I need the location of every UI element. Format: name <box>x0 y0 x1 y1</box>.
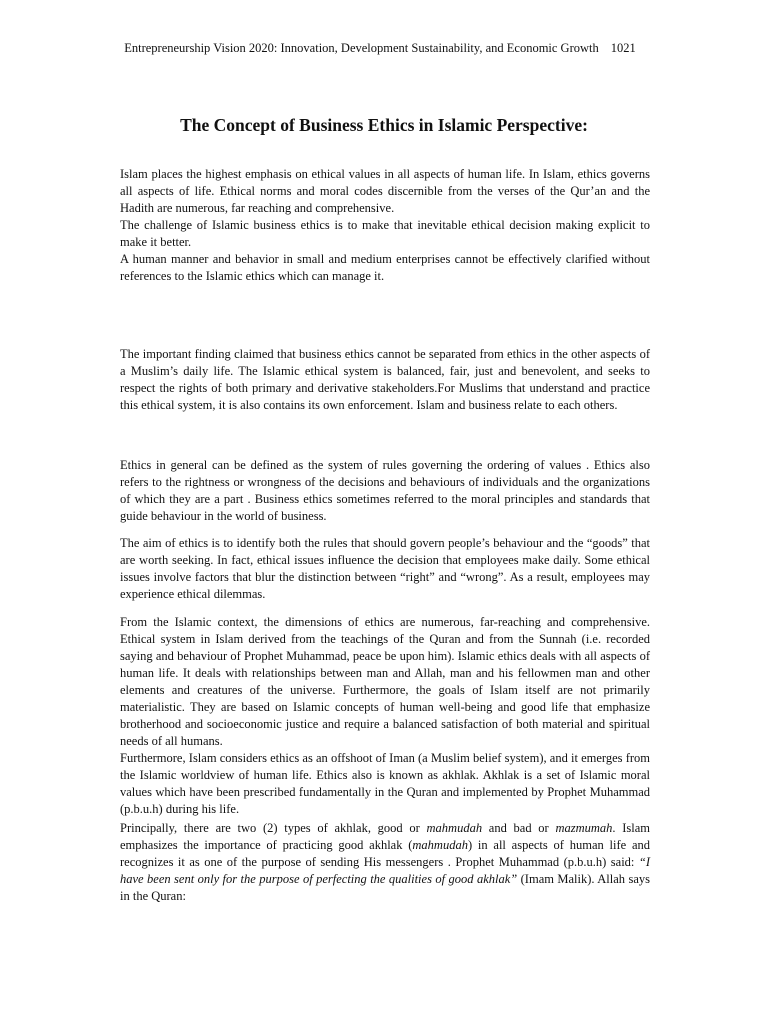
page-number: 1021 <box>610 41 636 55</box>
italic-term: mahmudah <box>426 821 483 835</box>
paragraph-ethics-definition <box>120 457 650 525</box>
text-run: ) in all aspects of human life and recognizes it as one of the purpose of sending His messengers . Prophet Muhammad (p.b.u.h) said: <box>120 838 650 869</box>
paragraph-text: Ethics in general can be defined as the system of rules governing the ordering of values . Ethics also refers to the rightness or wrongness of the decisions and behaviours of individuals and the organizations of which they are a part . Business ethics sometimes referred to the moral principles and standards that guide behaviour in the world of business. <box>120 458 650 523</box>
text-run: . Islam emphasizes the importance of practicing good akhlak ( <box>120 821 650 852</box>
paragraph-text: A human manner and behavior in small and medium enterprises cannot be effectively clarified without references to the Islamic ethics which can manage it. <box>120 252 650 283</box>
paragraph-text: The important finding claimed that business ethics cannot be separated from ethics in the other aspects of a Muslim’s daily life. The Islamic ethical system is balanced, fair, just and benevolent, and seeks to respect the rights of both primary and derivative stakeholders.For Muslims that understand and practice this ethical system, it is also contains its own enforcement. Islam and business relate to each others. <box>120 347 650 412</box>
paragraph-text: The challenge of Islamic business ethics is to make that inevitable ethical decision making explicit to make it better. <box>120 218 650 249</box>
running-title: Entrepreneurship Vision 2020: Innovation, Development Sustainability, and Economic Growth <box>124 41 599 55</box>
paragraph-text: The aim of ethics is to identify both the rules that should govern people’s behaviour and the “goods” that are worth seeking. In fact, ethical issues influence the decision that employees make daily. Some ethical issues involve factors that blur the distinction between “right” and “wrong”. As a result, employees may experience ethical dilemmas. <box>120 536 650 601</box>
hadith-quote: “I have been sent only for the purpose of perfecting the qualities of good akhlak” <box>120 855 650 886</box>
italic-term: mahmudah <box>412 838 468 852</box>
paragraph-text: Islam places the highest emphasis on ethical values in all aspects of human life. In Islam, ethics governs all aspects of life. Ethical norms and moral codes discernible from the verses of the Qur’an and the Hadith are numerous, far reaching and comprehensive. <box>120 167 650 215</box>
section-title: The Concept of Business Ethics in Islamic Perspective: <box>180 115 588 135</box>
paragraph-islam-ethics <box>120 166 650 285</box>
paragraph-text: Furthermore, Islam considers ethics as an offshoot of Iman (a Muslim belief system), and it emerges from the Islamic worldview of human life. Ethics also is known as akhlak. Akhlak is a set of Islamic moral values which have been prescribed fundamentally in the Quran and implemented by Prophet Muhammad (p.b.u.h) during his life. <box>120 751 650 816</box>
text-run: Principally, there are two (2) types of akhlak, good or <box>120 821 427 835</box>
running-header <box>120 41 640 56</box>
paragraph-aim-of-ethics <box>120 535 650 603</box>
paragraph-text: From the Islamic context, the dimensions of ethics are numerous, far-reaching and comprehensive. Ethical system in Islam derived from the teachings of the Quran and from the Sunnah (i.e. recorded saying and behaviour of Prophet Muhammad, peace be upon him). Islamic ethics deals with all aspects of human life. It deals with relationships between man and Allah, man and his fellowmen man and other elements and creatures of the universe. Furthermore, the goals of Islam itself are not primarily materialistic. They are based on Islamic concepts of human well-being and good life that emphasize brotherhood and socioeconomic justice and require a balanced satisfaction of both material and spiritual needs of all humans. <box>120 615 650 748</box>
paragraph-important-finding <box>120 346 650 414</box>
paragraph-text <box>120 820 650 905</box>
italic-term: mazmumah <box>555 821 613 835</box>
text-run: (Imam Malik). Allah says in the Quran: <box>120 872 650 903</box>
paragraph-islamic-context <box>120 614 650 818</box>
text-run: and bad or <box>482 821 556 835</box>
paragraph-akhlak-types <box>120 820 650 905</box>
